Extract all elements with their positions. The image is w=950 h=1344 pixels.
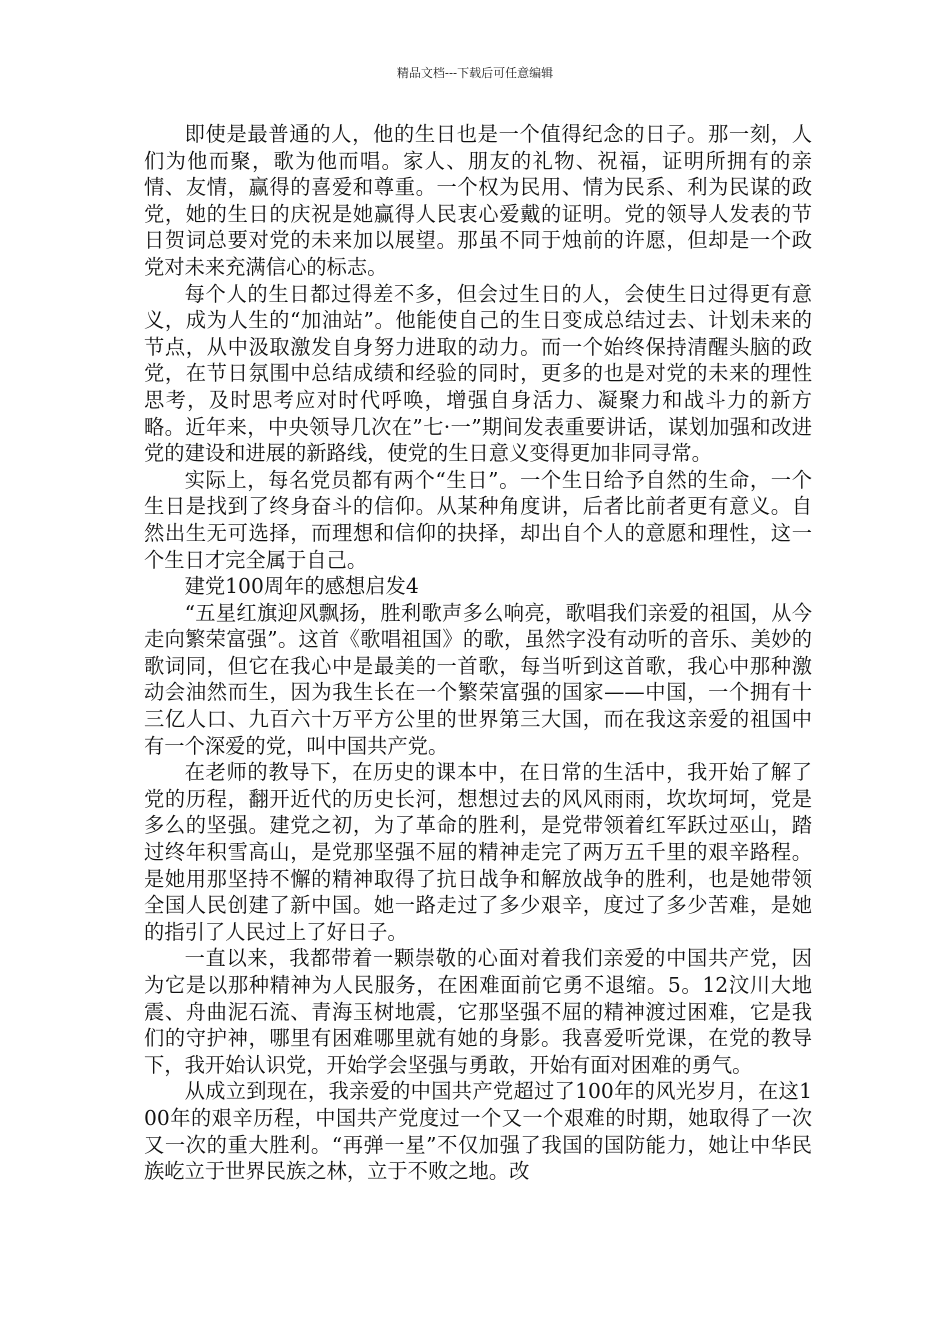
paragraph-5: 在老师的教导下，在历史的课本中，在日常的生活中，我开始了解了党的历程，翻开近代的历史长河，想想过去的风风雨雨，坎坎坷坷，党是多么的坚强。建党之初，为了革命的胜利，是党带领着红军跃过巫山，踏过终年积雪高山，是党那坚强不屈的精神走完了两万五千里的艰辛路程。是她用那坚持不懈的精神取得了抗日战争和解放战争的胜利，也是她带领全国人民创建了新中国。她一路走过了多少艰辛，度过了多少苦难，是她的指引了人民过上了好日子。 — [144, 760, 812, 944]
paragraph-1: 即使是最普通的人，他的生日也是一个值得纪念的日子。那一刻，人们为他而聚，歌为他而唱。家人、朋友的礼物、祝福，证明所拥有的亲情、友情，赢得的喜爱和尊重。一个权为民用、情为民系、利为民谋的政党，她的生日的庆祝是她赢得人民衷心爱戴的证明。党的领导人发表的节日贺词总要对党的未来加以展望。那虽不同于烛前的许愿，但却是一个政党对未来充满信心的标志。 — [144, 122, 812, 279]
paragraph-6: 一直以来，我都带着一颗崇敬的心面对着我们亲爱的中国共产党，因为它是以那种精神为人民服务，在困难面前它勇不退缩。5。12汶川大地震、舟曲泥石流、青海玉树地震，它那坚强不屈的精神渡过困难，它是我们的守护神，哪里有困难哪里就有她的身影。我喜爱听党课，在党的教导下，我开始认识党，开始学会坚强与勇敢，开始有面对困难的勇气。 — [144, 946, 812, 1077]
section-heading: 建党100周年的感想启发4 — [184, 574, 419, 599]
paragraph-7: 从成立到现在，我亲爱的中国共产党超过了100年的风光岁月，在这100年的艰辛历程，中国共产党度过一个又一个艰难的时期，她取得了一次又一次的重大胜利。“再弹一星”不仅加强了我国的国防能力，她让中华民族屹立于世界民族之林，立于不败之地。改 — [144, 1079, 812, 1184]
page-header: 精品文档---下载后可任意编辑 — [396, 66, 554, 80]
paragraph-2: 每个人的生日都过得差不多，但会过生日的人，会使生日过得更有意义，成为人生的“加油站”。他能使自己的生日变成总结过去、计划未来的节点，从中汲取激发自身努力进取的动力。而一个始终保持清醒头脑的政党，在节日氛围中总结成绩和经验的同时，更多的也是对党的未来的理性思考，及时思考应对时代呼唤，增强自身活力、凝聚力和战斗力的新方略。近年来，中央领导几次在”七·一”期间发表重要讲话，谋划加强和改进党的建设和进展的新路线，使党的生日意义变得更加非同寻常。 — [144, 281, 812, 466]
paragraph-3: 实际上，每名党员都有两个“生日”。一个生日给予自然的生命，一个生日是找到了终身奋斗的信仰。从某种角度讲，后者比前者更有意义。自然出生无可选择，而理想和信仰的抉择，却出自个人的意愿和理性，这一个生日才完全属于自己。 — [144, 467, 812, 572]
document-body — [144, 121, 812, 1185]
paragraph-4: “五星红旗迎风飘扬，胜利歌声多么响亮，歌唱我们亲爱的祖国，从今走向繁荣富强”。这首《歌唱祖国》的歌，虽然字没有动听的音乐、美妙的歌词同，但它在我心中是最美的一首歌，每当听到这首歌，我心中那种激动会油然而生，因为我生长在一个繁荣富强的国家——中国，一个拥有十三亿人口、九百六十万平方公里的世界第三大国，而在我这亲爱的祖国中有一个深爱的党，叫中国共产党。 — [144, 600, 812, 758]
